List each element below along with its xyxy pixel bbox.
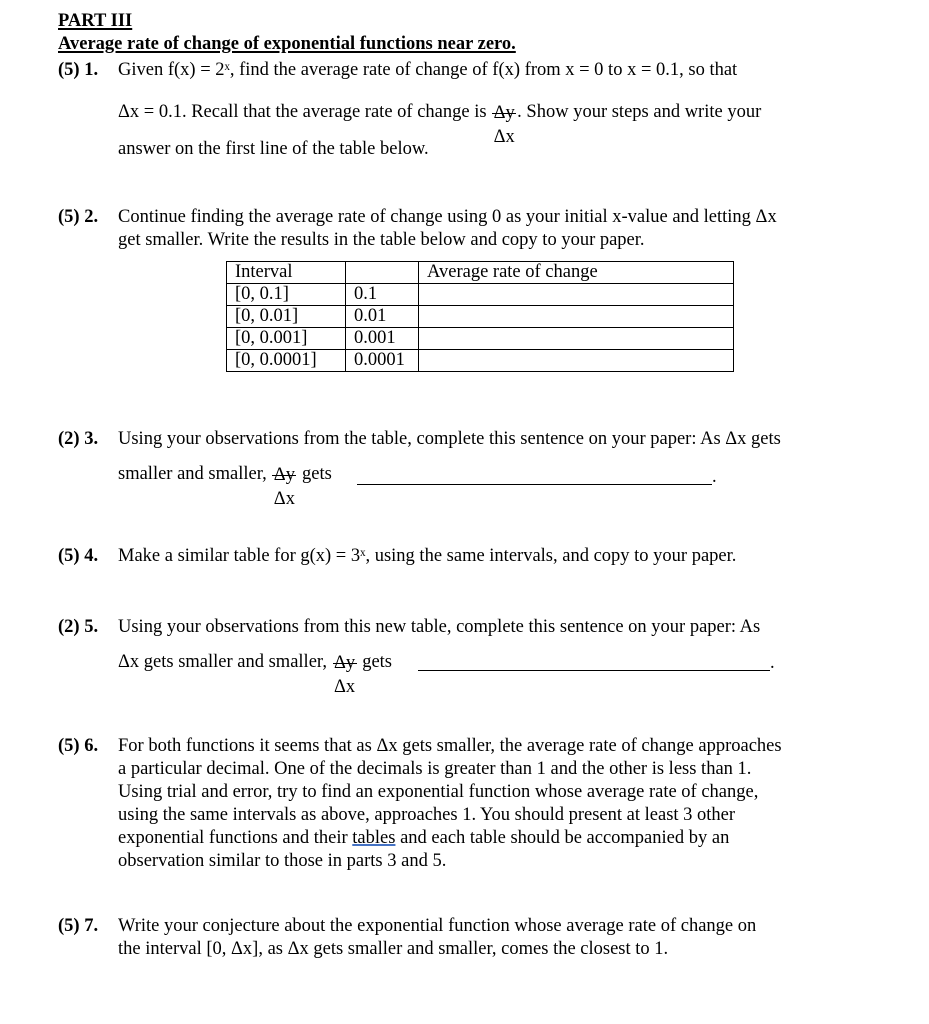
question-2-line-2: get smaller. Write the results in the table below and copy to your paper. bbox=[118, 230, 645, 250]
question-3-line-1: Using your observations from the table, complete this sentence on your paper: As Δx gets bbox=[118, 429, 781, 449]
question-7-number: (5) 7. bbox=[58, 916, 99, 936]
question-1-line-2-pre: Δx = 0.1. Recall that the average rate of change is bbox=[118, 102, 487, 122]
question-6-line-3: Using trial and error, try to find an exponential function whose average rate of change, bbox=[118, 782, 759, 802]
question-7-line-1: Write your conjecture about the exponential function whose average rate of change on bbox=[118, 916, 757, 936]
question-1-line-2 bbox=[118, 90, 762, 147]
fraction-numerator: Δy bbox=[334, 652, 356, 673]
table-header-row bbox=[227, 262, 734, 284]
question-3-number: (2) 3. bbox=[58, 429, 99, 449]
question-1-line-3: answer on the first line of the table below. bbox=[118, 139, 429, 159]
table-row bbox=[227, 328, 734, 350]
part-title: PART III bbox=[58, 11, 133, 31]
fraction-denominator: Δx bbox=[273, 488, 295, 509]
question-6-number: (5) 6. bbox=[58, 736, 99, 756]
delta-y-over-delta-x-fraction bbox=[332, 641, 358, 697]
table-row bbox=[227, 284, 734, 306]
delta-y-over-delta-x-fraction bbox=[491, 91, 517, 147]
fraction-denominator: Δx bbox=[334, 676, 356, 697]
question-4-number: (5) 4. bbox=[58, 546, 99, 566]
spellcheck-underlined-word: tables bbox=[352, 828, 396, 848]
answer-blank-3[interactable] bbox=[357, 484, 712, 485]
interval-cell: [0, 0.0001] bbox=[227, 350, 346, 372]
rate-cell[interactable] bbox=[419, 328, 734, 350]
rate-table bbox=[226, 261, 734, 372]
fraction-numerator: Δy bbox=[273, 464, 295, 485]
section-subtitle: Average rate of change of exponential functions near zero. bbox=[58, 34, 516, 54]
question-6-line-5-post: and each table should be accompanied by an bbox=[400, 828, 730, 848]
answer-blank-5[interactable] bbox=[418, 670, 770, 671]
question-7-line-2: the interval [0, Δx], as Δx gets smaller and smaller, comes the closest to 1. bbox=[118, 939, 669, 959]
header-interval: Interval bbox=[227, 262, 346, 284]
question-6-line-4: using the same intervals as above, approaches 1. You should present at least 3 other bbox=[118, 805, 736, 825]
delta-x-cell: 0.001 bbox=[346, 328, 419, 350]
question-1-number: (5) 1. bbox=[58, 60, 99, 80]
rate-cell[interactable] bbox=[419, 284, 734, 306]
question-6-line-1: For both functions it seems that as Δx gets smaller, the average rate of change approaches bbox=[118, 736, 782, 756]
question-3-line-2-pre: smaller and smaller, bbox=[118, 464, 267, 484]
delta-x-cell: 0.0001 bbox=[346, 350, 419, 372]
delta-x-cell: 0.01 bbox=[346, 306, 419, 328]
question-5-line-2-post: gets bbox=[362, 652, 393, 672]
fraction-numerator: Δy bbox=[493, 102, 515, 123]
question-2-number: (5) 2. bbox=[58, 207, 99, 227]
question-6-line-5-pre: exponential functions and their bbox=[118, 828, 348, 848]
question-5-line-1: Using your observations from this new table, complete this sentence on your paper: As bbox=[118, 617, 761, 637]
question-6-line-2: a particular decimal. One of the decimals is greater than 1 and the other is less than 1. bbox=[118, 759, 752, 779]
interval-cell: [0, 0.1] bbox=[227, 284, 346, 306]
question-6-line-5 bbox=[118, 829, 729, 848]
table-row bbox=[227, 350, 734, 372]
question-1-line-2-post: . Show your steps and write your bbox=[517, 102, 762, 122]
header-delta-x bbox=[346, 262, 419, 284]
question-6-line-6: observation similar to those in parts 3 and 5. bbox=[118, 851, 447, 871]
question-3-line-2 bbox=[118, 452, 332, 509]
interval-cell: [0, 0.001] bbox=[227, 328, 346, 350]
question-5-line-2 bbox=[118, 640, 393, 697]
question-5-end: . bbox=[770, 653, 775, 673]
interval-cell: [0, 0.01] bbox=[227, 306, 346, 328]
question-3-line-2-post: gets bbox=[302, 464, 332, 484]
rate-cell[interactable] bbox=[419, 350, 734, 372]
question-2-line-1: Continue finding the average rate of change using 0 as your initial x-value and letting Δx bbox=[118, 207, 777, 227]
delta-x-cell: 0.1 bbox=[346, 284, 419, 306]
header-average-rate: Average rate of change bbox=[419, 262, 734, 284]
question-4-text: Make a similar table for g(x) = 3ˣ, using the same intervals, and copy to your paper. bbox=[118, 546, 737, 566]
question-1-line-1: Given f(x) = 2ˣ, find the average rate of change of f(x) from x = 0 to x = 0.1, so that bbox=[118, 60, 738, 80]
delta-y-over-delta-x-fraction bbox=[271, 453, 297, 509]
fraction-denominator: Δx bbox=[493, 126, 515, 147]
question-5-number: (2) 5. bbox=[58, 617, 99, 637]
rate-cell[interactable] bbox=[419, 306, 734, 328]
table-row bbox=[227, 306, 734, 328]
question-5-line-2-pre: Δx gets smaller and smaller, bbox=[118, 652, 327, 672]
question-3-end: . bbox=[712, 467, 717, 487]
